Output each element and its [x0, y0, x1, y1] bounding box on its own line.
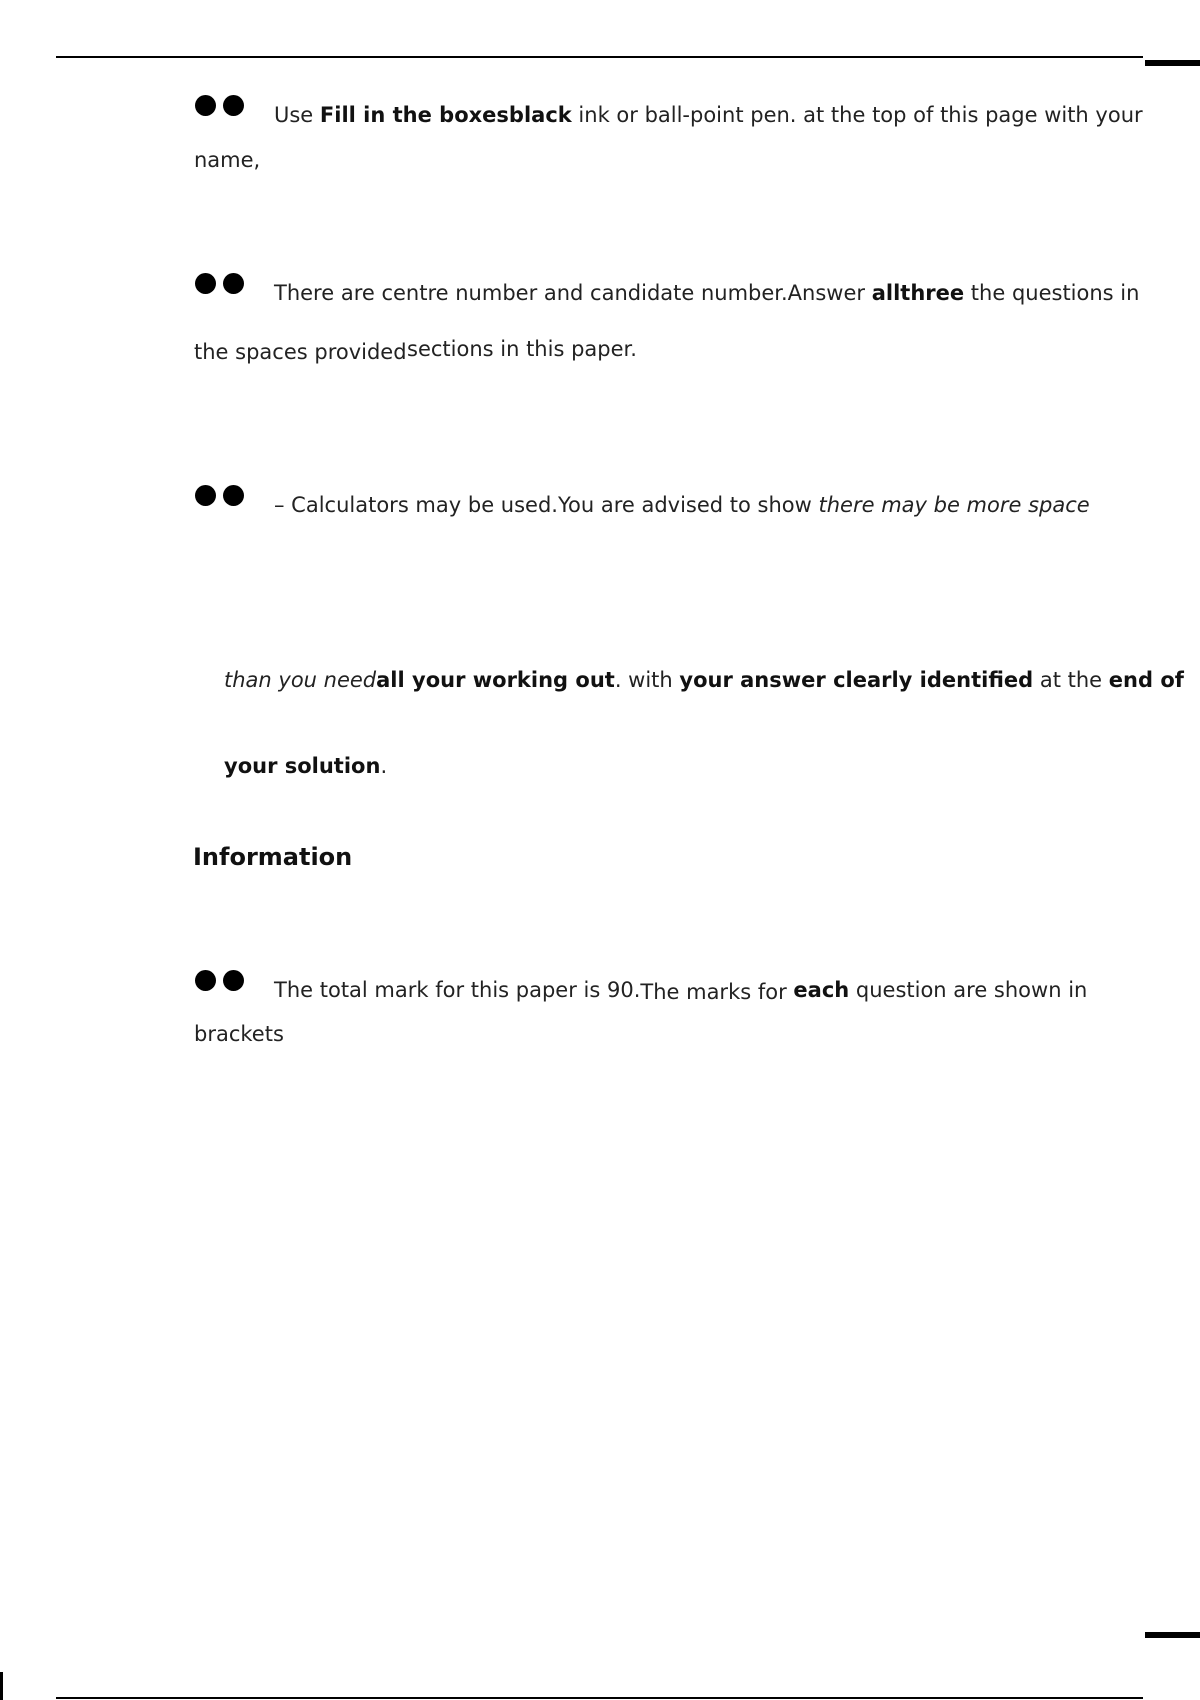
bullet-dot: [223, 485, 244, 506]
bold-span: your solution: [224, 754, 381, 778]
bullet-dot: [223, 95, 244, 116]
bullet-marker: [195, 95, 244, 116]
text-span: question are shown in: [849, 978, 1088, 1002]
text-span: The total mark for this paper is 90.: [274, 978, 641, 1002]
bullet-marker: [195, 273, 244, 294]
instruction-3-line-1: [274, 495, 1090, 516]
top-corner-mark: [1145, 60, 1200, 66]
bold-span: your answer clearly identified: [679, 668, 1034, 692]
instruction-2-line-2b: sections in this paper.: [407, 337, 637, 361]
instruction-1-line-1: [274, 105, 1143, 126]
bullet-marker: [195, 970, 244, 991]
information-line-1: [274, 978, 1088, 1004]
text-span: – Calculators may be used.You are advised to show: [274, 493, 819, 517]
bullet-dot: [195, 95, 216, 116]
bold-span: end of: [1108, 668, 1184, 692]
top-rule: [56, 56, 1143, 58]
bold-span: Fill in the boxesblack: [319, 103, 572, 127]
bullet-dot: [195, 273, 216, 294]
italic-span: there may be more space: [818, 493, 1090, 517]
instruction-1-line-2: name,: [194, 148, 261, 172]
instruction-2-line-2a: the spaces provided: [194, 340, 407, 364]
instruction-2-line-1: [274, 283, 1139, 304]
bullet-dot: [223, 970, 244, 991]
bullet-dot: [195, 970, 216, 991]
bold-span: all your working out: [376, 668, 615, 692]
text-span: ink or ball-point pen. at the top of this page with your: [571, 103, 1143, 127]
bullet-dot: [195, 485, 216, 506]
bullet-dot: [223, 273, 244, 294]
text-span: Use: [274, 103, 320, 127]
information-heading: Information: [193, 843, 353, 871]
bottom-rule: [56, 1697, 1143, 1699]
left-margin-tick: [0, 1672, 3, 1700]
bold-span: each: [793, 978, 850, 1002]
text-span: at the: [1033, 668, 1109, 692]
information-line-2: brackets: [194, 1022, 284, 1046]
instruction-3-line-2: [224, 670, 1184, 691]
text-span: . with: [614, 668, 680, 692]
italic-span: than you need: [224, 668, 377, 692]
bold-span: all: [871, 281, 901, 305]
bold-span: three: [900, 281, 965, 305]
text-span: There are centre number and candidate number.Answer: [274, 281, 872, 305]
text-span: The marks for: [640, 980, 794, 1004]
text-span: the questions in: [964, 281, 1140, 305]
bullet-marker: [195, 485, 244, 506]
text-span: .: [380, 754, 388, 778]
bottom-corner-mark: [1145, 1632, 1200, 1638]
instruction-3-line-3: [224, 756, 387, 777]
